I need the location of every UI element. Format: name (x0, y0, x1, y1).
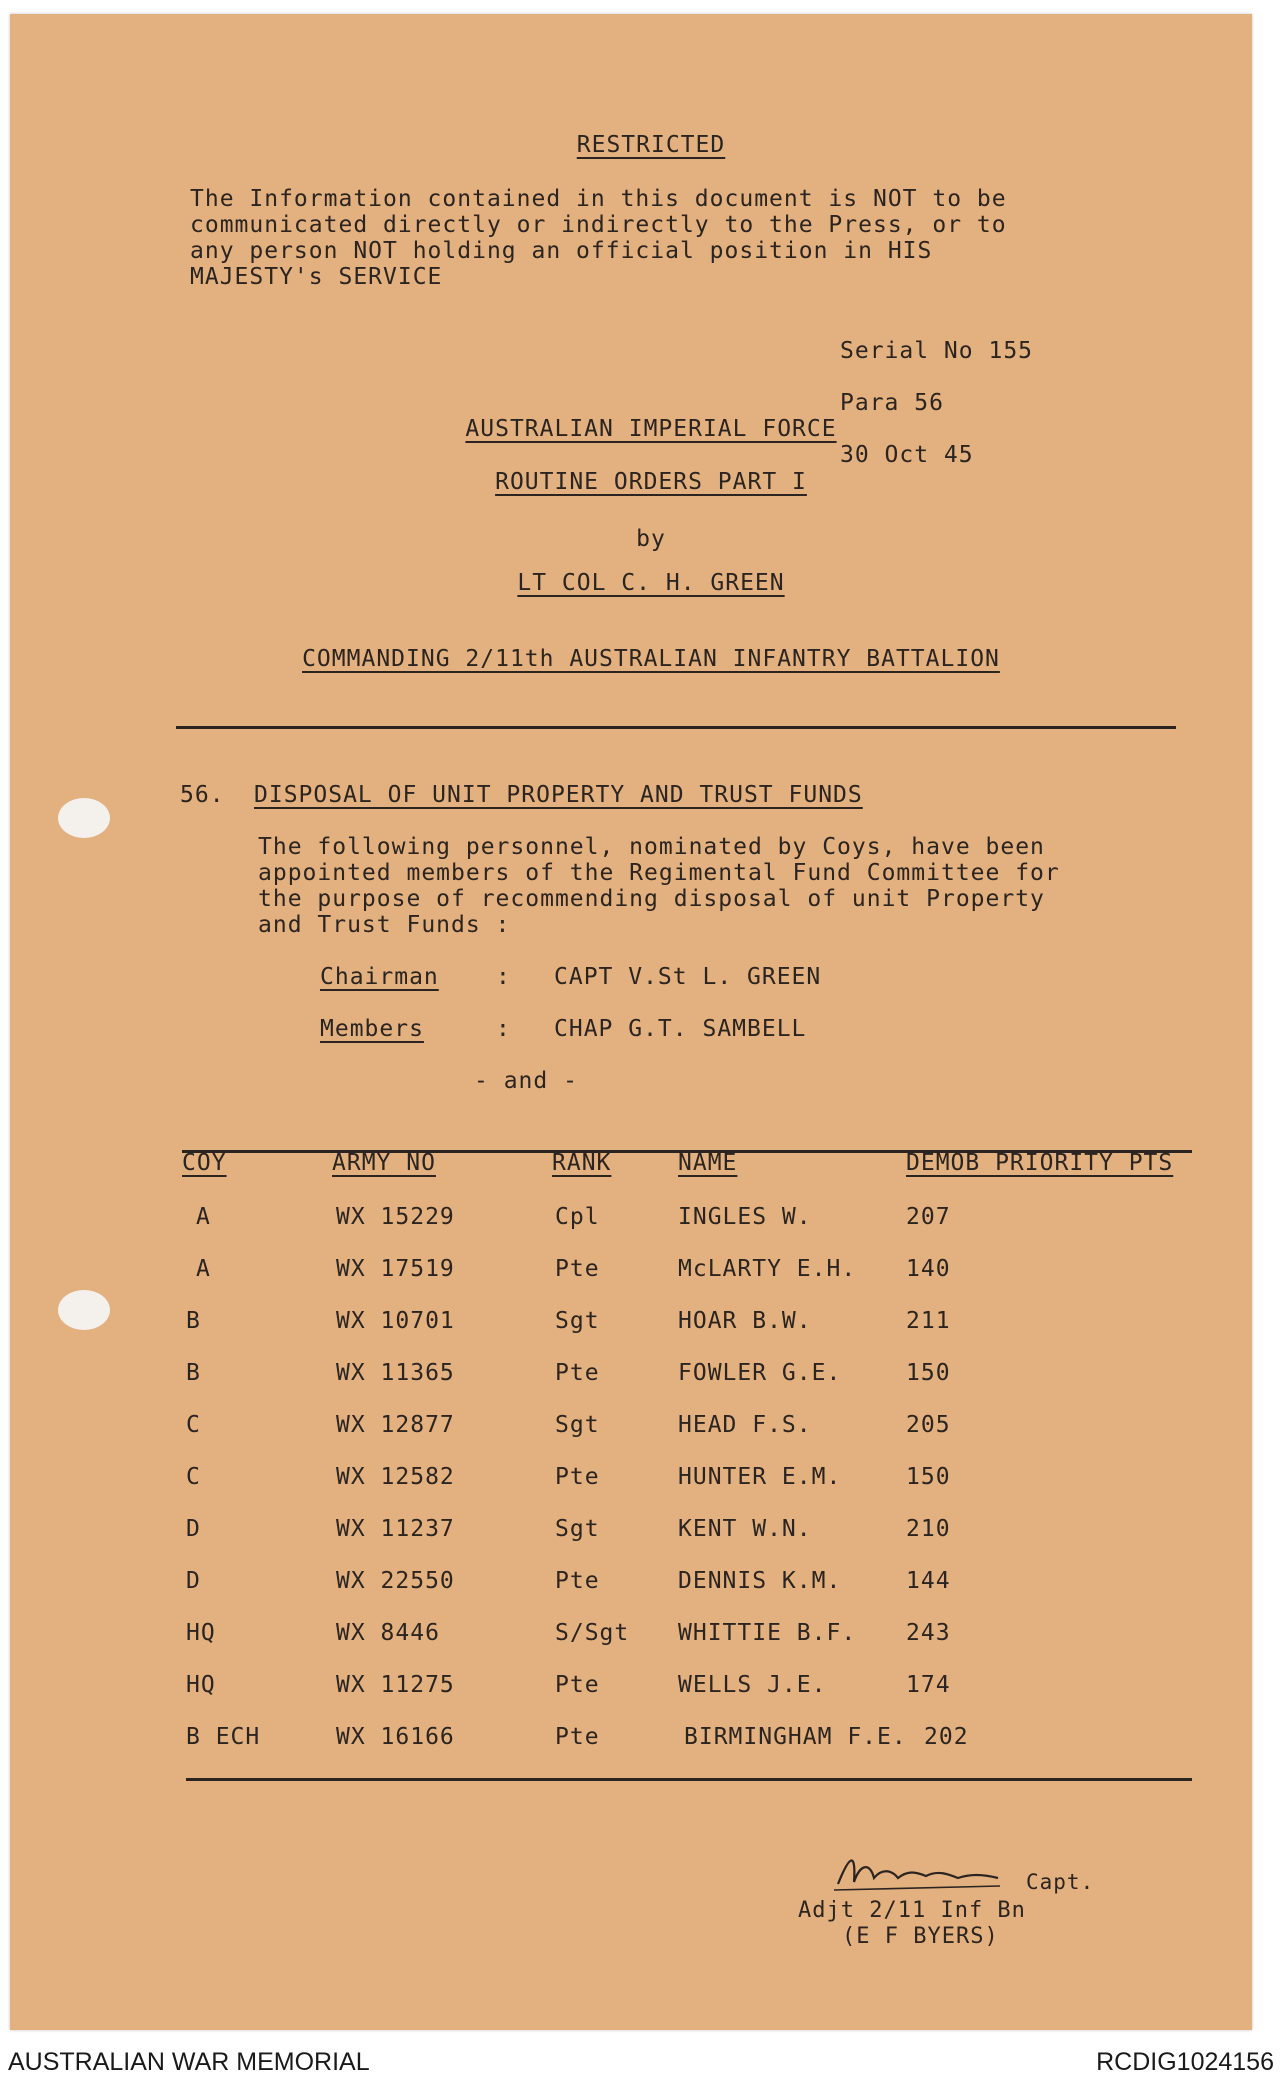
cell-coy: B (186, 1360, 201, 1386)
cell-points: 144 (906, 1568, 951, 1594)
cell-army-no: WX 15229 (336, 1204, 455, 1230)
serial-number: Serial No 155 (840, 338, 1034, 364)
footer-record-id: RCDIG1024156 (1096, 2048, 1274, 2076)
cell-army-no: WX 11365 (336, 1360, 455, 1386)
table-row (10, 1464, 1252, 1504)
signatory-name: (E F BYERS) (842, 1924, 999, 1949)
table-bottom-rule (186, 1778, 1192, 1781)
section-title: DISPOSAL OF UNIT PROPERTY AND TRUST FUNDS (254, 782, 863, 808)
cell-army-no: WX 11275 (336, 1672, 455, 1698)
security-notice: The Information contained in this document is NOT to be communicated directly or indirectly to the Press, or to any person NOT holding an official position in HIS MAJESTY's SERVICE (190, 186, 1007, 290)
section-body: The following personnel, nominated by Coys, have been appointed members of the Regimental Fund Committee for the purpose of recommending disposal of unit Property and Trust Funds : (258, 834, 1060, 938)
and-separator: - and - (474, 1068, 578, 1094)
cell-coy: D (186, 1516, 201, 1542)
members-separator: : (496, 1016, 511, 1042)
cell-army-no: WX 8446 (336, 1620, 440, 1646)
cell-name: HOAR B.W. (678, 1308, 812, 1334)
para-number: Para 56 (840, 390, 944, 416)
table-row (10, 1204, 1252, 1244)
orders-heading: ROUTINE ORDERS PART I (495, 469, 807, 495)
table-row (10, 1724, 1252, 1764)
cell-name: WELLS J.E. (678, 1672, 827, 1698)
signatory-rank: Capt. (1026, 1870, 1095, 1894)
cell-points: 150 (906, 1464, 951, 1490)
chairman-separator: : (496, 964, 511, 990)
cell-points: 210 (906, 1516, 951, 1542)
cell-points: 202 (924, 1724, 969, 1750)
cell-points: 205 (906, 1412, 951, 1438)
table-row (10, 1360, 1252, 1400)
punch-hole (58, 798, 110, 838)
cell-name: WHITTIE B.F. (678, 1620, 857, 1646)
cell-coy: HQ (186, 1672, 216, 1698)
cell-army-no: WX 10701 (336, 1308, 455, 1334)
document-page (10, 14, 1252, 2030)
cell-rank: Sgt (555, 1308, 600, 1334)
cell-coy: HQ (186, 1620, 216, 1646)
cell-name: McLARTY E.H. (678, 1256, 857, 1282)
cell-coy: C (186, 1464, 201, 1490)
cell-army-no: WX 12877 (336, 1412, 455, 1438)
cell-army-no: WX 22550 (336, 1568, 455, 1594)
member-name: CHAP G.T. SAMBELL (554, 1016, 807, 1042)
table-row (10, 1620, 1252, 1660)
cell-rank: Pte (555, 1724, 600, 1750)
table-row (10, 1516, 1252, 1556)
header-name: NAME (678, 1150, 738, 1176)
cell-points: 174 (906, 1672, 951, 1698)
cell-rank: Pte (555, 1568, 600, 1594)
cell-name: INGLES W. (678, 1204, 812, 1230)
members-label: Members (320, 1016, 424, 1042)
cell-rank: Pte (555, 1256, 600, 1282)
force-heading: AUSTRALIAN IMPERIAL FORCE (465, 416, 837, 442)
cell-name: HEAD F.S. (678, 1412, 812, 1438)
cell-points: 207 (906, 1204, 951, 1230)
reference-block (840, 312, 1033, 494)
cell-army-no: WX 16166 (336, 1724, 455, 1750)
cell-army-no: WX 11237 (336, 1516, 455, 1542)
table-header (10, 1150, 1252, 1190)
header-army-no: ARMY NO (332, 1150, 436, 1176)
chairman-name: CAPT V.St L. GREEN (554, 964, 822, 990)
cell-army-no: WX 17519 (336, 1256, 455, 1282)
table-row (10, 1412, 1252, 1452)
section-divider (176, 726, 1176, 729)
cell-coy: C (186, 1412, 201, 1438)
handwritten-signature (830, 1844, 1050, 1904)
cell-rank: Cpl (555, 1204, 600, 1230)
cell-name: KENT W.N. (678, 1516, 812, 1542)
cell-rank: Pte (555, 1464, 600, 1490)
cell-points: 243 (906, 1620, 951, 1646)
cell-name: DENNIS K.M. (678, 1568, 842, 1594)
by-label: by (636, 526, 666, 552)
cell-rank: S/Sgt (555, 1620, 630, 1646)
cell-name: FOWLER G.E. (678, 1360, 842, 1386)
cell-coy: A (196, 1204, 211, 1230)
cell-points: 150 (906, 1360, 951, 1386)
command-line: COMMANDING 2/11th AUSTRALIAN INFANTRY BATTALION (302, 646, 1000, 672)
cell-rank: Pte (555, 1360, 600, 1386)
cell-points: 140 (906, 1256, 951, 1282)
cell-coy: B ECH (186, 1724, 261, 1750)
table-row (10, 1672, 1252, 1712)
cell-points: 211 (906, 1308, 951, 1334)
table-row (10, 1568, 1252, 1608)
table-row (10, 1256, 1252, 1296)
commanding-officer: LT COL C. H. GREEN (517, 570, 785, 596)
cell-name: HUNTER E.M. (678, 1464, 842, 1490)
cell-coy: D (186, 1568, 201, 1594)
classification-heading: RESTRICTED (576, 132, 726, 158)
cell-army-no: WX 12582 (336, 1464, 455, 1490)
cell-rank: Pte (555, 1672, 600, 1698)
header-coy: COY (182, 1150, 227, 1176)
table-row (10, 1308, 1252, 1348)
footer-institution: AUSTRALIAN WAR MEMORIAL (8, 2048, 370, 2076)
cell-coy: A (196, 1256, 211, 1282)
signatory-appointment: Adjt 2/11 Inf Bn (798, 1898, 1026, 1923)
cell-name: BIRMINGHAM F.E. (684, 1724, 907, 1750)
chairman-label: Chairman (320, 964, 439, 990)
header-rank: RANK (552, 1150, 612, 1176)
cell-rank: Sgt (555, 1412, 600, 1438)
cell-rank: Sgt (555, 1516, 600, 1542)
section-number: 56. (180, 782, 225, 808)
cell-coy: B (186, 1308, 201, 1334)
order-date: 30 Oct 45 (840, 442, 974, 468)
header-demob-priority: DEMOB PRIORITY PTS (906, 1150, 1174, 1176)
